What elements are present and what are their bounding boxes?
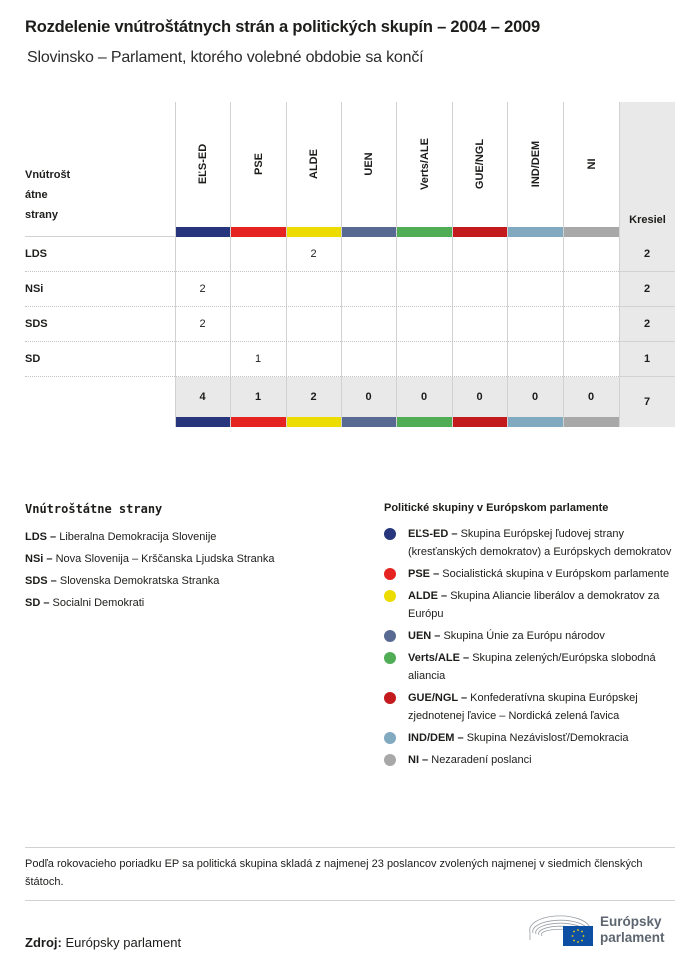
legend-item: [25, 592, 274, 614]
color-dot-icon: [384, 652, 396, 664]
legend-item: [25, 570, 274, 592]
legend-abbr: LDS –: [25, 531, 57, 543]
table-row: [25, 307, 675, 342]
group-color-bar: [231, 227, 286, 237]
group-color-bar: [342, 417, 396, 427]
group-color-bar: [453, 227, 507, 237]
group-column-header: [176, 102, 230, 227]
page-title: Rozdelenie vnútroštátnych strán a politických skupín – 2004 – 2009: [25, 18, 540, 36]
group-total: 0: [587, 391, 595, 403]
color-dot-icon: [384, 754, 396, 766]
group-label: UEN: [363, 152, 375, 176]
row-header-line: átne: [25, 189, 48, 201]
seat-cell: 1: [254, 353, 262, 365]
row-header-line: strany: [25, 209, 59, 221]
group-column-header: [287, 102, 341, 227]
legend-item: [25, 548, 274, 570]
group-column-header: [508, 102, 563, 227]
group-label: Verts/ALE: [418, 138, 431, 190]
color-dot-icon: [384, 630, 396, 642]
group-total: 2: [310, 391, 317, 403]
group-label: EĽS-ED: [197, 143, 209, 185]
table-row: [25, 342, 675, 377]
group-column-header: [342, 102, 396, 227]
group-color-bar: [564, 227, 619, 237]
row-header: [25, 165, 165, 225]
group-color-bar: [176, 417, 230, 427]
legend-item: [384, 525, 684, 561]
legend-abbr: PSE –: [408, 568, 440, 580]
group-color-bar: [397, 227, 452, 237]
row-divider: [25, 376, 619, 377]
row-divider: [619, 376, 675, 377]
source: [25, 935, 181, 950]
page-subtitle: Slovinsko – Parlament, ktorého volebné obdobie sa končí: [27, 49, 424, 66]
legend-abbr: NSi –: [25, 553, 53, 565]
national-parties-legend-title: Vnútroštátne strany: [25, 502, 163, 516]
color-dot-icon: [384, 692, 396, 704]
legend-item: [384, 649, 684, 685]
row-header-line: Vnútrošt: [25, 169, 71, 181]
political-groups-legend: [384, 525, 684, 773]
legend-item: [25, 526, 274, 548]
legend-name: Nezaradení poslanci: [431, 754, 532, 766]
legend-name: Socialni Demokrati: [52, 597, 145, 609]
legend-item: [384, 565, 684, 583]
group-total: 1: [254, 391, 262, 403]
group-color-bar: [453, 417, 507, 427]
group-label: ALDE: [308, 149, 320, 179]
legend-abbr: UEN –: [408, 630, 441, 642]
logo-text-line: parlament: [600, 930, 665, 945]
party-label: NSi: [25, 283, 44, 295]
party-label: SDS: [25, 318, 48, 330]
legend-item: [384, 587, 684, 623]
legend-abbr: Verts/ALE –: [408, 652, 470, 664]
group-total: 0: [420, 391, 428, 403]
group-color-bar: [231, 417, 286, 427]
group-column-header: [453, 102, 507, 227]
source-label: Zdroj:: [25, 935, 62, 950]
table-row: [25, 272, 675, 307]
group-color-bar: [508, 417, 563, 427]
group-color-bar: [287, 227, 341, 237]
legend-name: Nova Slovenija – Krščanska Ljudska Stranka: [55, 553, 275, 565]
footnote: Podľa rokovacieho poriadku EP sa politická skupina skladá z najmenej 23 poslancov zvolených najmenej v siedmich členských štátoch.: [25, 858, 643, 888]
legend-abbr: ALDE –: [408, 590, 448, 602]
seats-column-header: Kresiel: [629, 214, 666, 226]
logo-text: [600, 914, 665, 946]
legend-name: Skupina Európskej ľudovej strany (kresťanských demokratov) a Európskych demokratov: [408, 528, 672, 558]
legend-name: Liberalna Demokracija Slovenije: [59, 531, 217, 543]
color-dot-icon: [384, 732, 396, 744]
group-total: 0: [531, 391, 539, 403]
legend-item: [384, 689, 684, 725]
party-label: LDS: [25, 248, 47, 260]
legend-abbr: EĽS-ED –: [408, 528, 458, 540]
seat-cell: 2: [199, 318, 206, 330]
group-label: GUE/NGL: [474, 138, 486, 190]
row-total: 2: [643, 318, 651, 330]
group-total: 0: [365, 391, 372, 403]
source-value: Európsky parlament: [65, 935, 182, 950]
legend-abbr: SDS –: [25, 575, 57, 587]
group-color-bar: [342, 227, 396, 237]
group-total: 4: [199, 391, 206, 403]
row-total: 1: [643, 353, 651, 365]
group-total: 0: [476, 391, 483, 403]
group-color-bar: [564, 417, 619, 427]
legend-item: [384, 627, 684, 645]
political-groups-legend-title: Politické skupiny v Európskom parlamente: [384, 502, 609, 514]
row-total: 2: [643, 283, 651, 295]
legend-name: Socialistická skupina v Európskom parlamente: [442, 568, 670, 580]
legend-abbr: SD –: [25, 597, 50, 609]
logo-text-line: Európsky: [600, 914, 662, 929]
divider: [25, 847, 675, 848]
legend-name: Slovenska Demokratska Stranka: [59, 575, 220, 587]
group-color-bar: [287, 417, 341, 427]
legend-abbr: NI –: [408, 754, 429, 766]
divider: [25, 900, 675, 901]
seat-cell: 2: [310, 248, 317, 260]
legend-item: [384, 729, 684, 747]
group-column-header: [564, 102, 619, 227]
party-label: SD: [25, 353, 41, 365]
legend-item: [384, 751, 684, 769]
group-column-header: [397, 102, 452, 227]
legend-abbr: IND/DEM –: [408, 732, 464, 744]
group-color-bar: [176, 227, 230, 237]
group-color-bar: [508, 227, 563, 237]
legend-name: Skupina Nezávislosť/Demokracia: [466, 732, 629, 744]
color-dot-icon: [384, 590, 396, 602]
legend-name: Konfederatívna skupina Európskej zjednotenej ľavice – Nordická zelená ľavica: [408, 692, 638, 722]
group-label: PSE: [252, 152, 265, 176]
hemicycle-flag-icon: [528, 910, 598, 950]
color-dot-icon: [384, 568, 396, 580]
legend-name: Skupina Únie za Európu národov: [443, 630, 605, 642]
legend-abbr: GUE/NGL –: [408, 692, 468, 704]
legend-name: Skupina Aliancie liberálov a demokratov za Európu: [408, 590, 660, 620]
group-label: NI: [585, 158, 598, 170]
group-label: IND/DEM: [529, 140, 542, 188]
group-column-header: [231, 102, 286, 227]
row-total: 2: [643, 248, 651, 260]
group-color-bar: [397, 417, 452, 427]
seat-cell: 2: [199, 283, 206, 295]
national-parties-legend: [25, 526, 274, 614]
color-dot-icon: [384, 528, 396, 540]
legend-name: Skupina zelených/Európska slobodná aliancia: [408, 652, 656, 682]
european-parliament-logo: [528, 910, 678, 950]
grand-total: 7: [643, 396, 651, 408]
table-row: [25, 237, 675, 272]
